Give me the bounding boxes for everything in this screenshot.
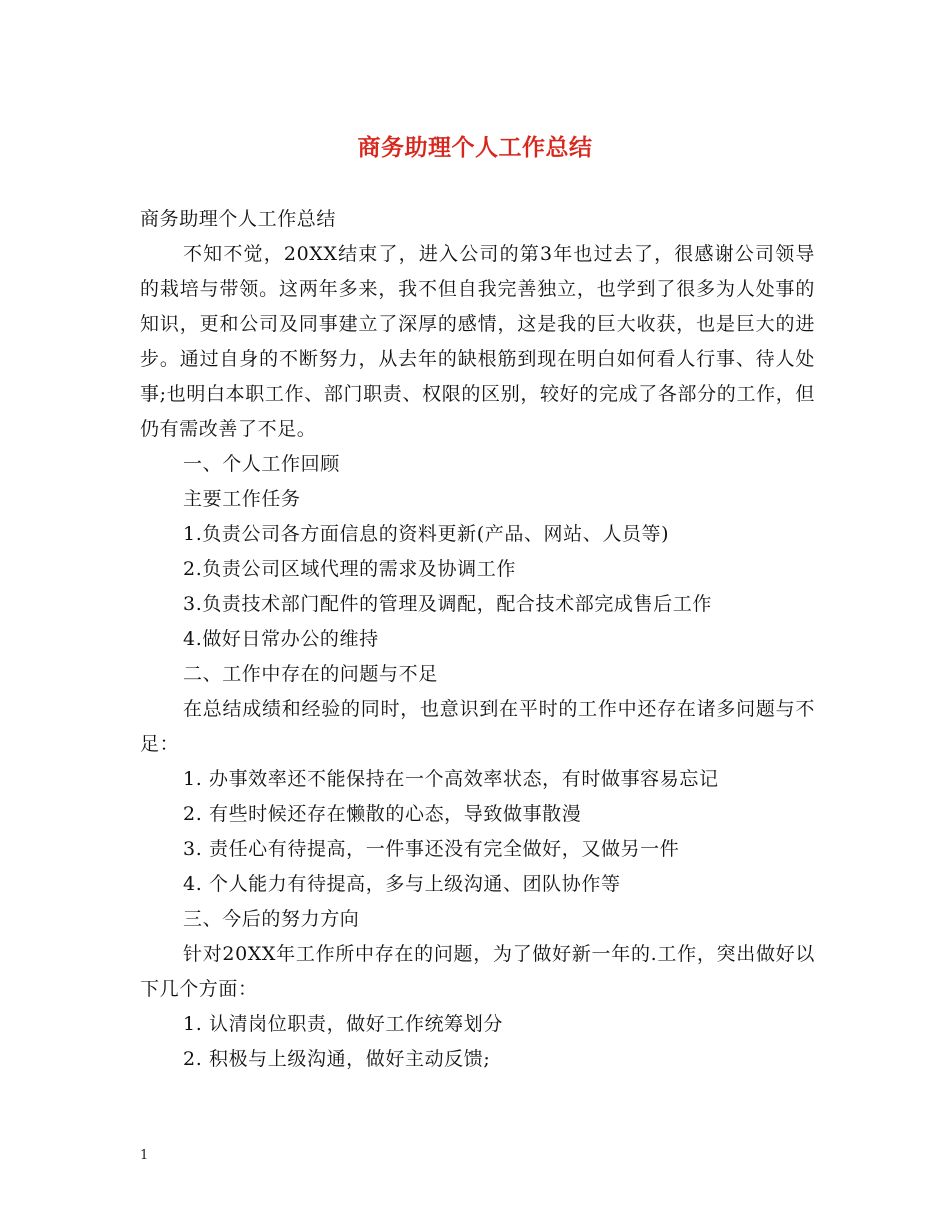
paragraph-heading: 商务助理个人工作总结	[140, 208, 337, 230]
task-item-3: 3.负责技术部门配件的管理及调配，配合技术部完成售后工作	[183, 593, 712, 615]
task-item-2: 2.负责公司区域代理的需求及协调工作	[183, 558, 516, 580]
problem-item-2: 2. 有些时候还存在懒散的心态，导致做事散漫	[183, 803, 582, 825]
direction-item-1: 1. 认清岗位职责，做好工作统筹划分	[183, 1013, 503, 1035]
problem-item-1: 1. 办事效率还不能保持在一个高效率状态，有时做事容易忘记	[183, 768, 719, 790]
paragraph-intro: 不知不觉，20XX结束了，进入公司的第3年也过去了，很感谢公司领导的栽培与带领。这两年多来，我不但自我完善独立，也学到了很多为人处事的知识，更和公司及同事建立了深厚的感情，这是我的巨大收获，也是巨大的进步。通过自身的不断努力，从去年的缺根筋到现在明白如何看人行事、待人处事;也明白本职工作、部门职责、权限的区别，较好的完成了各部分的工作，但仍有需改善了不足。	[140, 243, 815, 440]
document-title: 商务助理个人工作总结	[357, 135, 593, 161]
subheading-main-tasks: 主要工作任务	[183, 488, 301, 510]
direction-item-2: 2. 积极与上级沟通，做好主动反馈;	[183, 1048, 491, 1070]
document-body	[140, 202, 815, 1077]
section-heading-review: 一、个人工作回顾	[183, 453, 340, 475]
paragraph-problems-intro: 在总结成绩和经验的同时，也意识到在平时的工作中还存在诸多问题与不足：	[140, 698, 815, 755]
task-item-1: 1.负责公司各方面信息的资料更新(产品、网站、人员等)	[183, 523, 670, 545]
paragraph-direction-intro: 针对20XX年工作所中存在的问题，为了做好新一年的.工作，突出做好以下几个方面：	[140, 943, 815, 1000]
problem-item-3: 3. 责任心有待提高，一件事还没有完全做好，又做另一件	[183, 838, 680, 860]
problem-item-4: 4. 个人能力有待提高，多与上级沟通、团队协作等	[183, 873, 621, 895]
page-number: 1	[140, 1148, 149, 1163]
section-heading-direction: 三、今后的努力方向	[183, 908, 360, 930]
section-heading-problems: 二、工作中存在的问题与不足	[183, 663, 438, 685]
task-item-4: 4.做好日常办公的维持	[183, 628, 379, 650]
